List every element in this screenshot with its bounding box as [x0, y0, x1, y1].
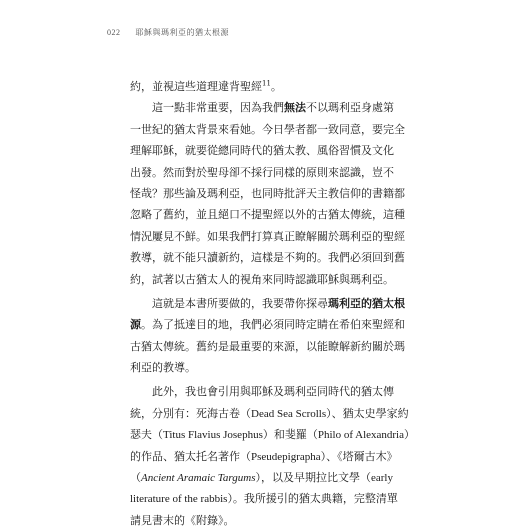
- paragraph-2-line: 教導，就不能只讀新約，這樣是不夠的。我們必須回到舊: [130, 251, 405, 265]
- paragraph-4-line: 統，分別有：死海古卷（Dead Sea Scrolls）、猶太史學家約: [130, 406, 409, 420]
- emphasis: 無法: [284, 101, 306, 115]
- paragraph-4-line: 的作品、猶太托名著作（Pseudepigrapha）、《塔爾古木》: [130, 449, 398, 463]
- paragraph-2-line: 情況屢見不鮮。如果我們打算真正瞭解關於瑪利亞的聖經: [130, 229, 405, 243]
- paragraph-2-line: 約，試著以古猶太人的視角來同時認識耶穌與瑪利亞。: [130, 272, 394, 286]
- page-number: 022: [107, 28, 121, 37]
- body-text: [130, 76, 415, 531]
- paragraph-4-line: literature of the rabbis）。我所援引的猶太典籍，完整清單: [130, 492, 398, 506]
- paragraph-1-line: 約，並視這些道理違背聖經$^{11}$。: [130, 79, 282, 93]
- paragraph-2-line: 理解耶穌，就要從總同時代的猶太教、風俗習慣及文化: [130, 144, 394, 158]
- paragraph-3-line: 源。為了抵達目的地，我們必須同時定睛在希伯來聖經和: [130, 318, 405, 332]
- paragraph-2-line: 出發。然而對於聖母卻不採行同樣的原則來認識，豈不: [130, 165, 394, 179]
- paragraph-2-line: 忽略了舊約，並且絕口不提聖經以外的古猶太傳統，這種: [130, 208, 405, 222]
- paragraph-3-line: 古猶太傳統。舊約是最重要的來源，以能瞭解新約關於瑪: [130, 339, 405, 353]
- paragraph-3-line: 這就是本書所要做的，我要帶你探尋瑪利亞的猶太根: [152, 296, 405, 310]
- paragraph-2-line: 怪哉？那些論及瑪利亞，也同時批評天主教信仰的書籍都: [130, 186, 405, 200]
- paragraph-3-line: 利亞的教導。: [130, 361, 196, 375]
- paragraph-4-line: 瑟夫（Titus Flavius Josephus）和斐羅（Philo of Alexandria）: [130, 428, 415, 442]
- paragraph-4-line: 此外，我也會引用與耶穌及瑪利亞同時代的猶太傳: [152, 385, 394, 399]
- paragraph-2-line: 一世紀的猶太背景來看她。今日學者都一致同意，要完全: [130, 122, 405, 136]
- running-title: 耶穌與瑪利亞的猶太根源: [135, 28, 230, 37]
- footnote-marker[interactable]: 11: [262, 79, 271, 88]
- paragraph-2-line: 這一點非常重要，因為我們無法不以瑪利亞身處第: [152, 101, 394, 115]
- running-header: [107, 27, 229, 38]
- paragraph-4-line: （Ancient Aramaic Targums），以及早期拉比文學（early: [130, 471, 393, 485]
- paragraph-4-line: 請見書末的《附錄》。: [130, 513, 235, 527]
- emphasis: 源: [130, 318, 141, 332]
- emphasis: 瑪利亞的猶太根: [328, 296, 405, 310]
